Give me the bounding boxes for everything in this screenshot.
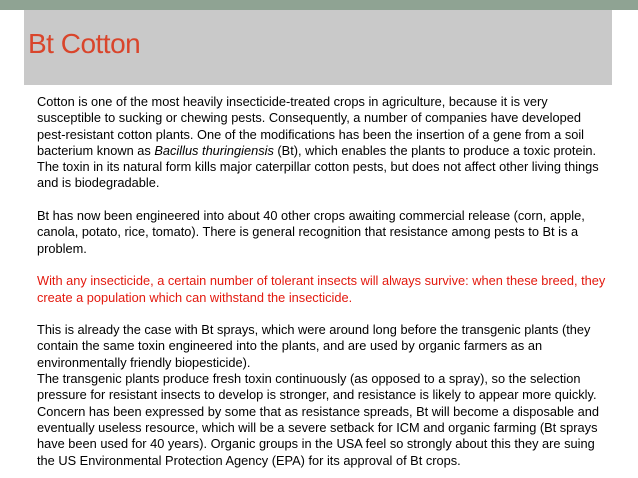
intro-text-start: Cotton is one of the most heavily insecticide-treated crops in agriculture, because it is very susceptible to sucking or chewing pests. Consequently, a number of companies have developed pest-resistant cotton plants. One of the modifications has been the insertion of a gene from a soil bacterium known as (37, 94, 585, 158)
paragraph-intro (37, 94, 607, 192)
slide-body (37, 94, 607, 469)
paragraph-bt-sprays: This is already the case with Bt sprays, which were around long before the transgenic plants (they contain the same toxin engineered into the plants, and are used by organic farmers as an environmentally friendly biopesticide). (37, 322, 591, 370)
species-name: Bacillus thuringiensis (154, 142, 274, 158)
paragraph-other-crops: Bt has now been engineered into about 40 other crops awaiting commercial release (corn, apple, canola, potato, rice, tomato). There is general recognition that resistance among pests to Bt is a problem. (37, 208, 585, 256)
paragraph-resistance: The transgenic plants produce fresh toxin continuously (as opposed to a spray), so the selection pressure for resistant insects to develop is stronger, and resistance is likely to appear more quickly. Concern has been expressed by some that as resistance spreads, Bt will become a disposable and eventually useless resource, which will be a severe setback for ICM and organic farming (Bt sprays have been used for 40 years). Organic groups in the USA feel so strongly about this they are suing the US Environmental Protection Agency (EPA) for its approval of Bt crops. (37, 371, 599, 468)
intro-text-end: (Bt), which enables the plants to produce a toxic protein. The toxin in its natural form kills major caterpillar cotton pests, but does not affect other living things and is biodegradable. (37, 142, 599, 191)
slide-title: Bt Cotton (28, 28, 141, 59)
paragraph-highlight: With any insecticide, a certain number of tolerant insects will always survive: when these breed, they create a population which can withstand the insecticide. (37, 273, 606, 305)
top-accent-band (0, 0, 638, 10)
